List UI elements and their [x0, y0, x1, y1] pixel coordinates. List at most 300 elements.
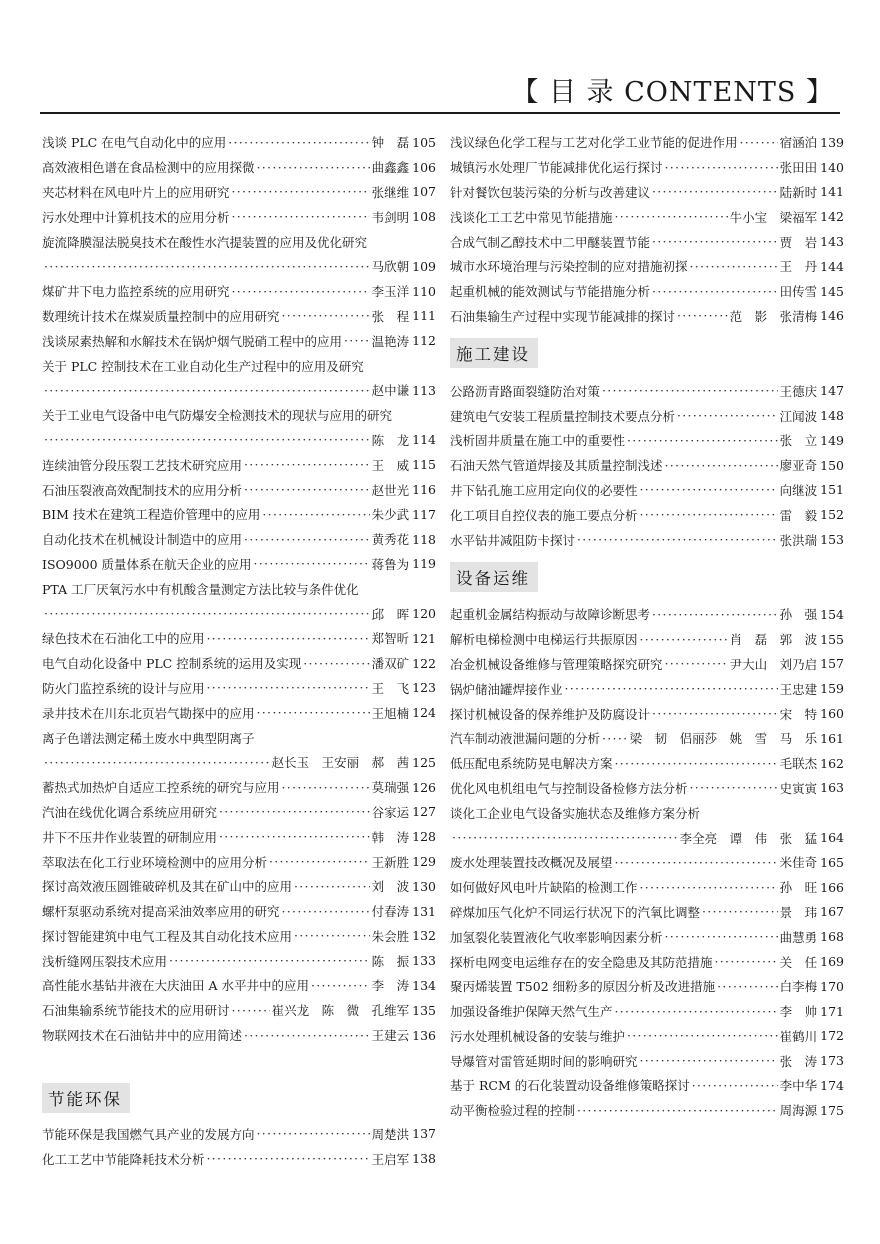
- entry-title: 城镇污水处理厂节能减排优化运行探讨: [450, 160, 663, 176]
- toc-entry[interactable]: [450, 155, 844, 180]
- dot-leader: [257, 705, 370, 720]
- toc-entry[interactable]: [42, 527, 436, 552]
- toc-entry[interactable]: [450, 403, 844, 428]
- dot-leader: [294, 928, 370, 943]
- toc-entry[interactable]: [42, 452, 436, 477]
- entry-page: 173: [820, 1053, 844, 1069]
- entry-author: 范 影 张清梅: [729, 308, 818, 324]
- entry-title: 动平衡检验过程的控制: [450, 1103, 576, 1119]
- toc-entry[interactable]: [42, 626, 436, 651]
- dot-leader: [207, 680, 370, 695]
- entry-title: 蓄热式加热炉自适应工控系统的研究与应用: [42, 780, 280, 796]
- entry-page: 159: [820, 681, 844, 697]
- dot-leader: [244, 457, 370, 472]
- toc-entry[interactable]: [450, 652, 844, 677]
- dot-leader: [615, 1004, 778, 1019]
- entry-author: 周楚洪: [371, 1126, 410, 1142]
- contents-header: [40, 62, 840, 114]
- dot-leader: [677, 308, 728, 323]
- entry-author: 宿涵泊: [779, 135, 818, 151]
- entry-page: 130: [412, 878, 436, 894]
- entry-title: 浅谈尿素热解和水解技术在锅炉烟气脱硝工程中的应用: [42, 333, 343, 349]
- toc-entry[interactable]: [450, 304, 844, 329]
- dot-leader: [219, 829, 370, 844]
- dot-leader: [232, 284, 370, 299]
- entry-author: 王 威: [371, 457, 410, 473]
- entry-page: 123: [412, 680, 436, 696]
- toc-entry[interactable]: [450, 602, 844, 627]
- toc-entry[interactable]: [42, 130, 436, 155]
- entry-author: 王德庆: [779, 383, 818, 399]
- entry-title: 加强设备维护保障天然气生产: [450, 1004, 613, 1020]
- entry-author: 尹大山 刘乃启: [729, 656, 818, 672]
- entry-title: 防火门监控系统的设计与应用: [42, 680, 205, 696]
- entry-title: 自动化技术在机械设计制造中的应用: [42, 532, 243, 548]
- entry-title: 探析电网变电运维存在的安全隐患及其防范措施: [450, 954, 713, 970]
- dot-leader: [665, 656, 728, 671]
- toc-entry[interactable]: [450, 1098, 844, 1123]
- entry-title: 公路沥青路面裂缝防治对策: [450, 383, 601, 399]
- toc-entry[interactable]: [42, 800, 436, 825]
- dot-leader: [652, 706, 778, 721]
- entry-page: 168: [820, 929, 844, 945]
- toc-entry[interactable]: [42, 775, 436, 800]
- entry-title: 石油压裂液高效配制技术的应用分析: [42, 482, 243, 498]
- entry-page: 126: [412, 779, 436, 795]
- dot-leader: [254, 556, 370, 571]
- dot-leader: [311, 978, 370, 993]
- toc-entry-title-line[interactable]: 关于工业电气设备中电气防爆安全检测技术的现状与应用的研究: [42, 408, 393, 424]
- entry-author: 马欣朝: [371, 259, 410, 275]
- dot-leader: [244, 1028, 370, 1043]
- toc-entry[interactable]: [450, 378, 844, 403]
- entry-title: 萃取法在化工行业环境检测中的应用分析: [42, 854, 268, 870]
- entry-page: 171: [820, 1003, 844, 1019]
- entry-author: 李全亮 谭 伟 张 猛: [679, 830, 818, 846]
- entry-title: 高性能水基钻井液在大庆油田 A 水平井中的应用: [42, 978, 309, 994]
- toc-entry[interactable]: [42, 428, 436, 453]
- section-heading-label: 节能环保: [42, 1083, 130, 1113]
- entry-author: 崔鹤川: [779, 1028, 818, 1044]
- dot-leader: [717, 979, 777, 994]
- entry-page: 120: [412, 606, 436, 622]
- dot-leader: [577, 1103, 778, 1118]
- entry-author: 景 玮: [779, 904, 818, 920]
- entry-page: 164: [820, 830, 844, 846]
- entry-title: 石油集输系统节能技术的应用研讨: [42, 1003, 230, 1019]
- entry-author: 谷家运: [371, 804, 410, 820]
- entry-page: 122: [412, 655, 436, 671]
- entry-page: 151: [820, 482, 844, 498]
- entry-page: 153: [820, 532, 844, 548]
- entry-page: 145: [820, 283, 844, 299]
- dot-leader: [282, 308, 370, 323]
- entry-author: 李 涛: [371, 978, 410, 994]
- toc-entry[interactable]: [42, 700, 436, 725]
- entry-page: 154: [820, 606, 844, 622]
- toc-entry[interactable]: [42, 254, 436, 279]
- entry-page: 121: [412, 630, 436, 646]
- contents-title: 【 目 录 CONTENTS 】: [511, 77, 834, 108]
- entry-title: 数理统计技术在煤炭质量控制中的应用研究: [42, 308, 280, 324]
- dot-leader: [228, 135, 369, 150]
- entry-title: 浅析固井质量在施工中的重要性: [450, 433, 626, 449]
- entry-title: 优化风电机组电气与控制设备检修方法分析: [450, 780, 688, 796]
- toc-entry[interactable]: [450, 676, 844, 701]
- dot-leader: [627, 433, 778, 448]
- entry-page: 144: [820, 258, 844, 274]
- dot-leader: [282, 780, 370, 795]
- entry-page: 140: [820, 159, 844, 175]
- dot-leader: [665, 458, 778, 473]
- entry-author: 蒋鲁为: [371, 556, 410, 572]
- section-heading: [450, 552, 844, 602]
- entry-title: 加氢裂化装置液化气收率影响因素分析: [450, 929, 663, 945]
- entry-title: 解析电梯检测中电梯运行共振原因: [450, 632, 638, 648]
- entry-page: 165: [820, 854, 844, 870]
- entry-title: 碎煤加压气化炉不同运行状况下的汽氧比调整: [450, 904, 701, 920]
- entry-page: 175: [820, 1102, 844, 1118]
- entry-author: 孙 强: [779, 607, 818, 623]
- entry-page: 132: [412, 928, 436, 944]
- entry-author: 邱 晖: [371, 606, 410, 622]
- toc-entry[interactable]: [42, 849, 436, 874]
- entry-page: 113: [412, 382, 436, 398]
- toc-entry[interactable]: [42, 750, 436, 775]
- dot-leader: [244, 532, 370, 547]
- entry-author: 张洪瑞: [779, 532, 818, 548]
- dot-leader: [690, 259, 778, 274]
- dot-leader: [652, 284, 778, 299]
- entry-page: 137: [412, 1126, 436, 1142]
- dot-leader: [44, 606, 370, 621]
- dot-leader: [640, 632, 728, 647]
- entry-page: 150: [820, 457, 844, 473]
- dot-leader: [169, 953, 370, 968]
- entry-page: 136: [412, 1027, 436, 1043]
- dot-leader: [677, 408, 778, 423]
- entry-page: 142: [820, 209, 844, 225]
- dot-leader: [665, 160, 778, 175]
- dot-leader: [452, 830, 678, 845]
- entry-title: 基于 RCM 的石化装置动设备维修策略探讨: [450, 1078, 690, 1094]
- toc-entry[interactable]: [450, 428, 844, 453]
- entry-page: 124: [412, 705, 436, 721]
- toc-column-left: [42, 130, 436, 1171]
- toc-entry[interactable]: [42, 948, 436, 973]
- dot-leader: [652, 234, 778, 249]
- dot-leader: [640, 880, 778, 895]
- toc-entry[interactable]: [42, 924, 436, 949]
- dot-leader: [232, 1003, 270, 1018]
- entry-page: 112: [412, 333, 436, 349]
- entry-page: 129: [412, 854, 436, 869]
- dot-leader: [44, 383, 370, 398]
- toc-entry[interactable]: [450, 974, 844, 999]
- dot-leader: [344, 333, 370, 348]
- toc-entry[interactable]: [450, 527, 844, 552]
- entry-title: 绿色技术在石油化工中的应用: [42, 631, 205, 647]
- dot-leader: [232, 209, 370, 224]
- toc-entry[interactable]: [42, 899, 436, 924]
- section-heading: [450, 328, 844, 378]
- toc-entry[interactable]: [450, 1024, 844, 1049]
- entry-page: 147: [820, 383, 844, 399]
- entry-author: 付春涛: [371, 904, 410, 920]
- entry-page: 167: [820, 904, 844, 920]
- toc-entry[interactable]: [42, 155, 436, 180]
- toc-entry[interactable]: [450, 453, 844, 478]
- toc-entry-title-line[interactable]: 谈化工企业电气设备实施状态及维修方案分析: [450, 805, 701, 821]
- entry-author: 周海源: [779, 1103, 818, 1119]
- toc-entry[interactable]: [42, 328, 436, 353]
- dot-leader: [640, 507, 778, 522]
- toc-entry[interactable]: [42, 973, 436, 998]
- toc-entry[interactable]: [42, 676, 436, 701]
- entry-title: 夹芯材料在风电叶片上的应用研究: [42, 184, 230, 200]
- toc-entry[interactable]: [450, 751, 844, 776]
- entry-author: 陈 振: [371, 953, 410, 969]
- entry-title: 导爆管对雷管延期时间的影响研究: [450, 1053, 638, 1069]
- toc-entry[interactable]: [450, 130, 844, 155]
- entry-page: 135: [412, 1002, 436, 1018]
- entry-title: 聚丙烯装置 T502 细粉多的原因分析及改进措施: [450, 979, 716, 995]
- toc-entry[interactable]: [450, 701, 844, 726]
- entry-author: 孙 旺: [779, 880, 818, 896]
- entry-title: 起重机械的能效测试与节能措施分析: [450, 284, 651, 300]
- entry-page: 108: [412, 209, 436, 225]
- dot-leader: [692, 1078, 778, 1093]
- entry-page: 155: [820, 631, 844, 647]
- entry-author: 廖亚奇: [779, 458, 818, 474]
- toc-entry[interactable]: [42, 502, 436, 527]
- toc-entry[interactable]: [450, 924, 844, 949]
- entry-page: 111: [412, 308, 436, 324]
- toc-entry[interactable]: [42, 601, 436, 626]
- entry-title: 浅谈化工工艺中常见节能措施: [450, 209, 613, 225]
- entry-title: 井下不压井作业装置的研制应用: [42, 829, 218, 845]
- toc-entry[interactable]: [450, 180, 844, 205]
- entry-title: 合成气制乙醇技术中二甲醚装置节能: [450, 234, 651, 250]
- toc-entry[interactable]: [450, 850, 844, 875]
- entry-author: 王忠建: [779, 681, 818, 697]
- entry-page: 107: [412, 184, 436, 200]
- entry-page: 105: [412, 134, 436, 150]
- entry-page: 118: [412, 531, 436, 547]
- entry-page: 131: [412, 903, 436, 919]
- toc-entry[interactable]: [450, 478, 844, 503]
- entry-author: 郑智昕: [371, 631, 410, 647]
- entry-title: 石油天然气管道焊接及其质量控制浅述: [450, 458, 663, 474]
- dot-leader: [665, 929, 778, 944]
- entry-author: 毛联杰: [779, 756, 818, 772]
- entry-title: 污水处理机械设备的安装与维护: [450, 1028, 626, 1044]
- entry-page: 125: [412, 754, 436, 770]
- entry-author: 向继波: [779, 482, 818, 498]
- entry-page: 146: [820, 308, 844, 324]
- entry-page: 143: [820, 234, 844, 250]
- entry-author: 李 帅: [779, 1004, 818, 1020]
- entry-title: 浅议绿色化学工程与工艺对化学工业节能的促进作用: [450, 135, 738, 151]
- entry-title: 节能环保是我国燃气具产业的发展方向: [42, 1126, 255, 1142]
- toc-entry[interactable]: [450, 204, 844, 229]
- entry-author: 牛小宝 梁福军: [729, 209, 818, 225]
- entry-title: 锅炉储油罐焊接作业: [450, 681, 563, 697]
- entry-title: 石油集输生产过程中实现节能减排的探讨: [450, 308, 676, 324]
- entry-title: 化工项目自控仪表的施工要点分析: [450, 507, 638, 523]
- dot-leader: [602, 383, 778, 398]
- toc-entry[interactable]: [450, 776, 844, 801]
- entry-author: 关 任: [779, 954, 818, 970]
- entry-author: 宋 特: [779, 706, 818, 722]
- entry-page: 134: [412, 977, 436, 993]
- entry-page: 119: [412, 556, 436, 572]
- toc-entry[interactable]: [450, 900, 844, 925]
- toc-entry[interactable]: [42, 824, 436, 849]
- toc-entry[interactable]: [450, 1048, 844, 1073]
- entry-author: 曲慧勇: [779, 929, 818, 945]
- toc-entry[interactable]: [42, 1121, 436, 1146]
- toc-entry[interactable]: [42, 304, 436, 329]
- entry-page: 170: [820, 978, 844, 994]
- toc-entry[interactable]: [42, 477, 436, 502]
- dot-leader: [257, 160, 370, 175]
- entry-author: 王 丹: [779, 259, 818, 275]
- dot-leader: [282, 904, 370, 919]
- entry-author: 李玉洋: [371, 284, 410, 300]
- entry-page: 116: [412, 482, 436, 498]
- toc-entry[interactable]: [42, 204, 436, 229]
- dot-leader: [640, 1053, 778, 1068]
- entry-page: 106: [412, 159, 436, 175]
- dot-leader: [690, 780, 778, 795]
- entry-title: 针对餐饮包装污染的分析与改善建议: [450, 184, 651, 200]
- entry-author: 莫瑞强: [371, 780, 410, 796]
- entry-page: 114: [412, 432, 436, 448]
- entry-title: 螺杆泵驱动系统对提高采油效率应用的研究: [42, 904, 280, 920]
- entry-author: 钟 磊: [371, 135, 410, 151]
- dot-leader: [269, 854, 370, 869]
- entry-title: 建筑电气安装工程质量控制技术要点分析: [450, 408, 676, 424]
- entry-page: 166: [820, 879, 844, 895]
- dot-leader: [627, 1028, 778, 1043]
- entry-page: 162: [820, 755, 844, 771]
- entry-author: 朱少武: [371, 507, 410, 523]
- entry-title: ISO9000 质量体系在航天企业的应用: [42, 556, 252, 572]
- toc-entry-title-line[interactable]: PTA 工厂厌氧污水中有机酸含量测定方法比较与条件优化: [42, 581, 359, 597]
- toc-entry[interactable]: [450, 279, 844, 304]
- toc-entry[interactable]: [42, 998, 436, 1023]
- dot-leader: [565, 681, 778, 696]
- dot-leader: [44, 432, 370, 447]
- entry-title: 汽车制动液泄漏问题的分析: [450, 731, 601, 747]
- toc-entry-title-line[interactable]: 关于 PLC 控制技术在工业自动化生产过程中的应用及研究: [42, 358, 364, 374]
- entry-author: 韩 涛: [371, 829, 410, 845]
- dot-leader: [652, 607, 778, 622]
- entry-author: 贾 岩: [779, 234, 818, 250]
- toc-entry[interactable]: [450, 726, 844, 751]
- toc-entry[interactable]: [450, 875, 844, 900]
- dot-leader: [303, 656, 369, 671]
- entry-title: 如何做好风电叶片缺陷的检测工作: [450, 880, 638, 896]
- dot-leader: [232, 184, 370, 199]
- entry-author: 肖 磊 郭 波: [729, 632, 818, 648]
- entry-page: 139: [820, 134, 844, 150]
- entry-title: 水平钻井减阻防卡探讨: [450, 532, 576, 548]
- dot-leader: [577, 532, 778, 547]
- entry-title: 井下钻孔施工应用定向仪的必要性: [450, 482, 638, 498]
- dot-leader: [615, 756, 778, 771]
- entry-title: 起重机金属结构振动与故障诊断思考: [450, 607, 651, 623]
- toc-entry[interactable]: [42, 552, 436, 577]
- entry-page: 115: [412, 457, 436, 473]
- toc-entry[interactable]: [450, 1073, 844, 1098]
- entry-author: 朱会胜: [371, 928, 410, 944]
- entry-page: 109: [412, 258, 436, 274]
- toc-entry[interactable]: [450, 627, 844, 652]
- toc-entry-title-line[interactable]: 旋流降膜湿法脱臭技术在酸性水汽提装置的应用及优化研究: [42, 234, 368, 250]
- toc-entry[interactable]: [42, 1023, 436, 1048]
- dot-leader: [294, 879, 370, 894]
- toc-entry[interactable]: [42, 651, 436, 676]
- toc-entry[interactable]: [450, 825, 844, 850]
- entry-page: 149: [820, 432, 844, 448]
- entry-author: 白李梅: [779, 979, 818, 995]
- toc-entry[interactable]: [450, 949, 844, 974]
- entry-title: 浅析缝网压裂技术应用: [42, 953, 168, 969]
- entry-author: 王新胜: [371, 854, 410, 870]
- entry-author: 崔兴龙 陈 微 孔维军: [271, 1003, 410, 1019]
- entry-author: 李中华: [779, 1078, 818, 1094]
- toc-entry[interactable]: [450, 229, 844, 254]
- entry-author: 温艳涛: [371, 333, 410, 349]
- dot-leader: [640, 482, 778, 497]
- entry-author: 王启军: [371, 1151, 410, 1167]
- entry-title: 冶金机械设备维修与管理策略探究研究: [450, 656, 663, 672]
- dot-leader: [740, 135, 778, 150]
- dot-leader: [715, 954, 778, 969]
- toc-entry[interactable]: [450, 254, 844, 279]
- toc-entry-title-line[interactable]: 离子色谱法测定稀土废水中典型阴离子: [42, 730, 255, 746]
- toc-column-right: [450, 130, 844, 1123]
- entry-page: 174: [820, 1077, 844, 1093]
- toc-entry[interactable]: [450, 999, 844, 1024]
- entry-page: 128: [412, 829, 436, 845]
- toc-entry[interactable]: [450, 502, 844, 527]
- entry-title: 探讨机械设备的保养维护及防腐设计: [450, 706, 651, 722]
- dot-leader: [652, 184, 778, 199]
- toc-entry[interactable]: [42, 874, 436, 899]
- entry-title: 探讨智能建筑中电气工程及其自动化技术应用: [42, 928, 293, 944]
- entry-page: 161: [820, 730, 844, 746]
- entry-page: 127: [412, 804, 436, 820]
- entry-title: 低压配电系统防晃电解决方案: [450, 756, 613, 772]
- entry-author: 曲鑫鑫: [371, 160, 410, 176]
- toc-entry[interactable]: [42, 1146, 436, 1171]
- entry-page: 160: [820, 706, 844, 722]
- toc-entry[interactable]: [42, 180, 436, 205]
- entry-author: 赵长玉 王安丽 郝 茜: [271, 755, 410, 771]
- entry-page: 148: [820, 408, 844, 424]
- entry-page: 141: [820, 184, 844, 200]
- entry-author: 赵世光: [371, 482, 410, 498]
- toc-entry[interactable]: [42, 279, 436, 304]
- entry-author: 史寅寅: [779, 780, 818, 796]
- entry-page: 172: [820, 1028, 844, 1044]
- toc-entry[interactable]: [42, 378, 436, 403]
- entry-author: 韦剑明: [371, 209, 410, 225]
- entry-title: 污水处理中计算机技术的应用分析: [42, 209, 230, 225]
